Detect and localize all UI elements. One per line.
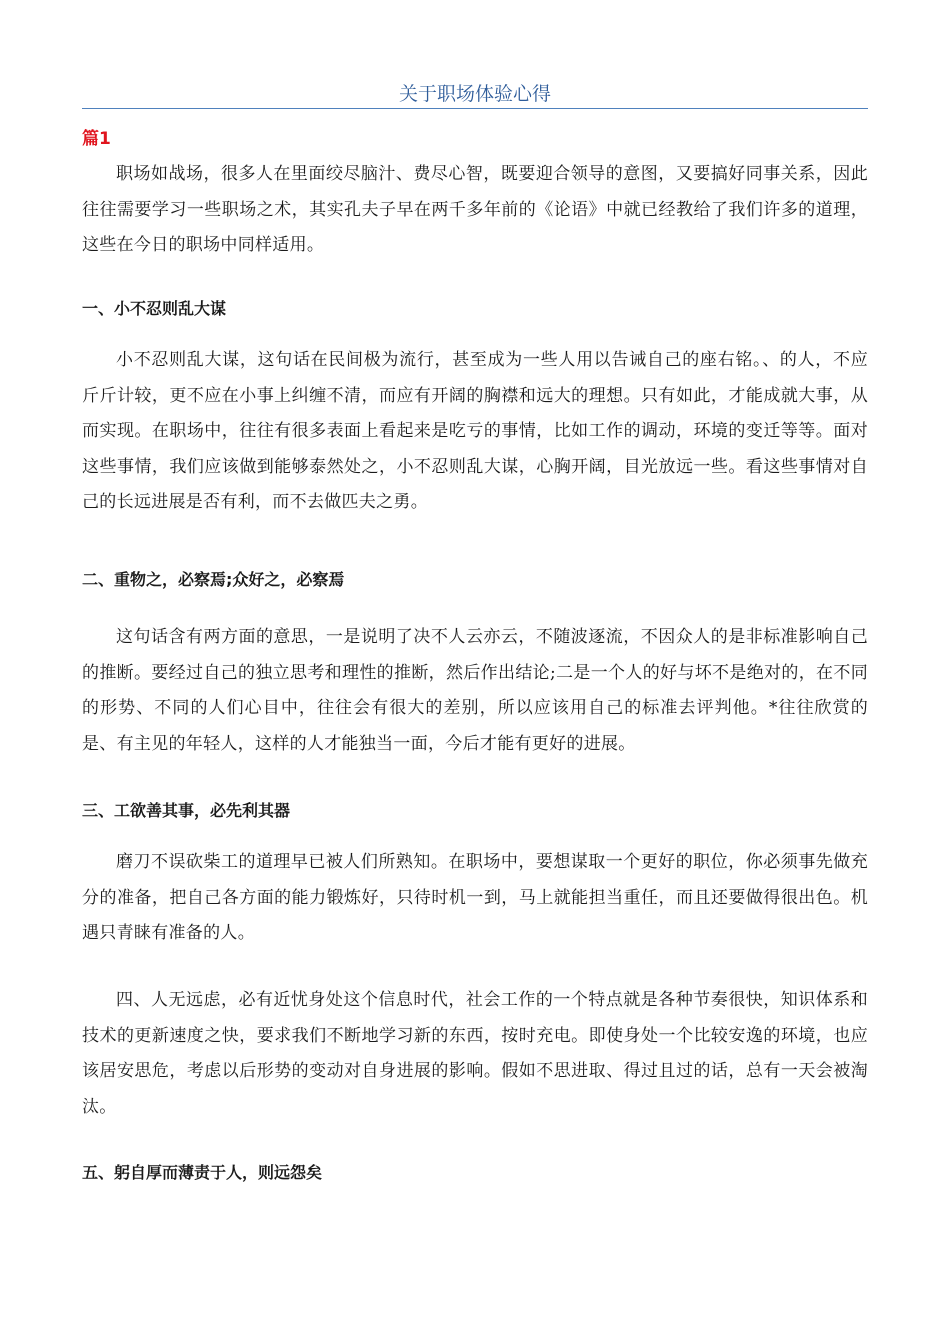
title-divider xyxy=(82,108,868,109)
intro-paragraph: 职场如战场，很多人在里面绞尽脑汁、费尽心智，既要迎合领导的意图，又要搞好同事关系，因此往往需要学习一些职场之术，其实孔夫子早在两千多年前的《论语》中就已经教给了我们许多的道理，这些在今日的职场中同样适用。 xyxy=(82,164,868,255)
section-label: 篇1 xyxy=(82,129,111,149)
heading-2: 二、重物之，必察焉;众好之，必察焉 xyxy=(82,570,345,589)
paragraph-1: 小不忍则乱大谋，这句话在民间极为流行，甚至成为一些人用以告诫自己的座右铭。、的人，不应斤斤计较，更不应在小事上纠缠不清，而应有开阔的胸襟和远大的理想。只有如此，才能成就大事，从而实现。在职场中，往往有很多表面上看起来是吃亏的事情，比如工作的调动，环境的变迁等等。面对这些事情，我们应该做到能够泰然处之，小不忍则乱大谋，心胸开阔，目光放远一些。看这些事情对自己的长远进展是否有利，而不去做匹夫之勇。 xyxy=(82,350,868,512)
heading-3: 三、工欲善其事，必先利其器 xyxy=(82,801,291,820)
paragraph-3: 磨刀不误砍柴工的道理早已被人们所熟知。在职场中，要想谋取一个更好的职位，你必须事先做充分的准备，把自己各方面的能力锻炼好，只待时机一到，马上就能担当重任，而且还要做得很出色。机遇只青睐有准备的人。 xyxy=(82,852,868,943)
heading-5: 五、躬自厚而薄责于人，则远怨矣 xyxy=(82,1163,323,1182)
paragraph-2: 这句话含有两方面的意思，一是说明了决不人云亦云，不随波逐流，不因众人的是非标准影响自己的推断。要经过自己的独立思考和理性的推断，然后作出结论;二是一个人的好与坏不是绝对的，在不同的形势、不同的人们心目中，往往会有很大的差别，所以应该用自己的标准去评判他。*往往欣赏的是、有主见的年轻人，这样的人才能独当一面，今后才能有更好的进展。 xyxy=(82,627,868,754)
document-title: 关于职场体验心得 xyxy=(398,83,551,105)
heading-1: 一、小不忍则乱大谋 xyxy=(82,299,227,318)
paragraph-4: 四、人无远虑，必有近忧身处这个信息时代，社会工作的一个特点就是各种节奏很快，知识体系和技术的更新速度之快，要求我们不断地学习新的东西，按时充电。即使身处一个比较安逸的环境，也应该居安思危，考虑以后形势的变动对自身进展的影响。假如不思进取、得过且过的话，总有一天会被淘汰。 xyxy=(82,990,868,1117)
